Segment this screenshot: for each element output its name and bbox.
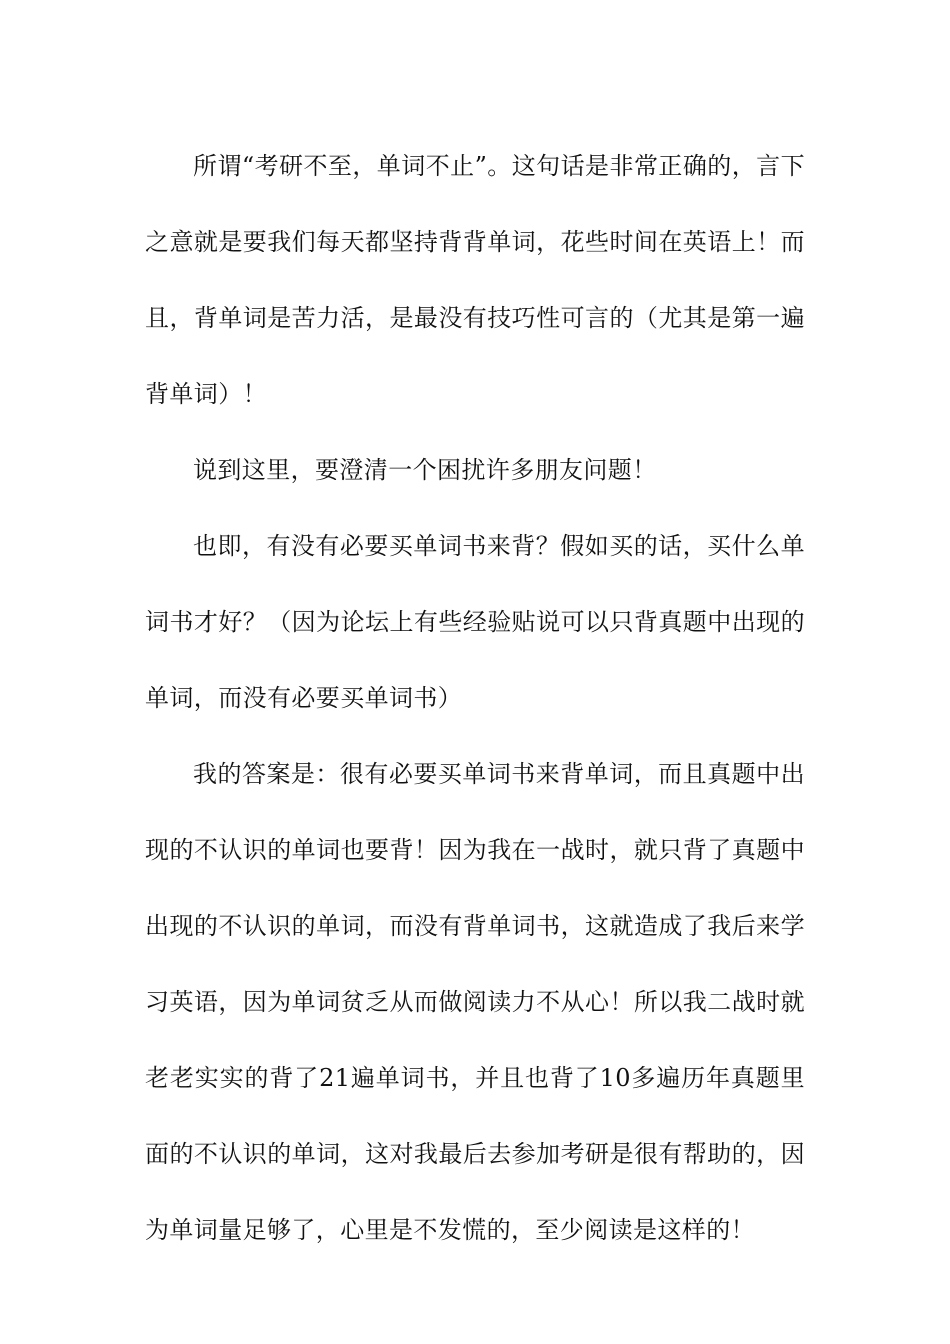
paragraph-1: 所谓“考研不至，单词不止”。这句话是非常正确的，言下之意就是要我们每天都坚持背背单词，花些时间在英语上！而且，背单词是苦力活，是最没有技巧性可言的（尤其是第一遍背单词）！	[145, 152, 805, 408]
document-body	[145, 128, 805, 1268]
paragraph-2: 说到这里，要澄清一个困扰许多朋友问题！	[193, 456, 657, 484]
paragraph-3: 也即，有没有必要买单词书来背？假如买的话，买什么单词书才好？（因为论坛上有些经验贴说可以只背真题中出现的单词，而没有必要买单词书）	[145, 532, 805, 712]
paragraph-4: 我的答案是：很有必要买单词书来背单词，而且真题中出现的不认识的单词也要背！因为我在一战时，就只背了真题中出现的不认识的单词，而没有背单词书，这就造成了我后来学习英语，因为单词贫乏从而做阅读力不从心！所以我二战时就老老实实的背了21遍单词书，并且也背了10多遍历年真题里面的不认识的单词，这对我最后去参加考研是很有帮助的，因为单词量足够了，心里是不发慌的，至少阅读是这样的！	[145, 760, 805, 1244]
